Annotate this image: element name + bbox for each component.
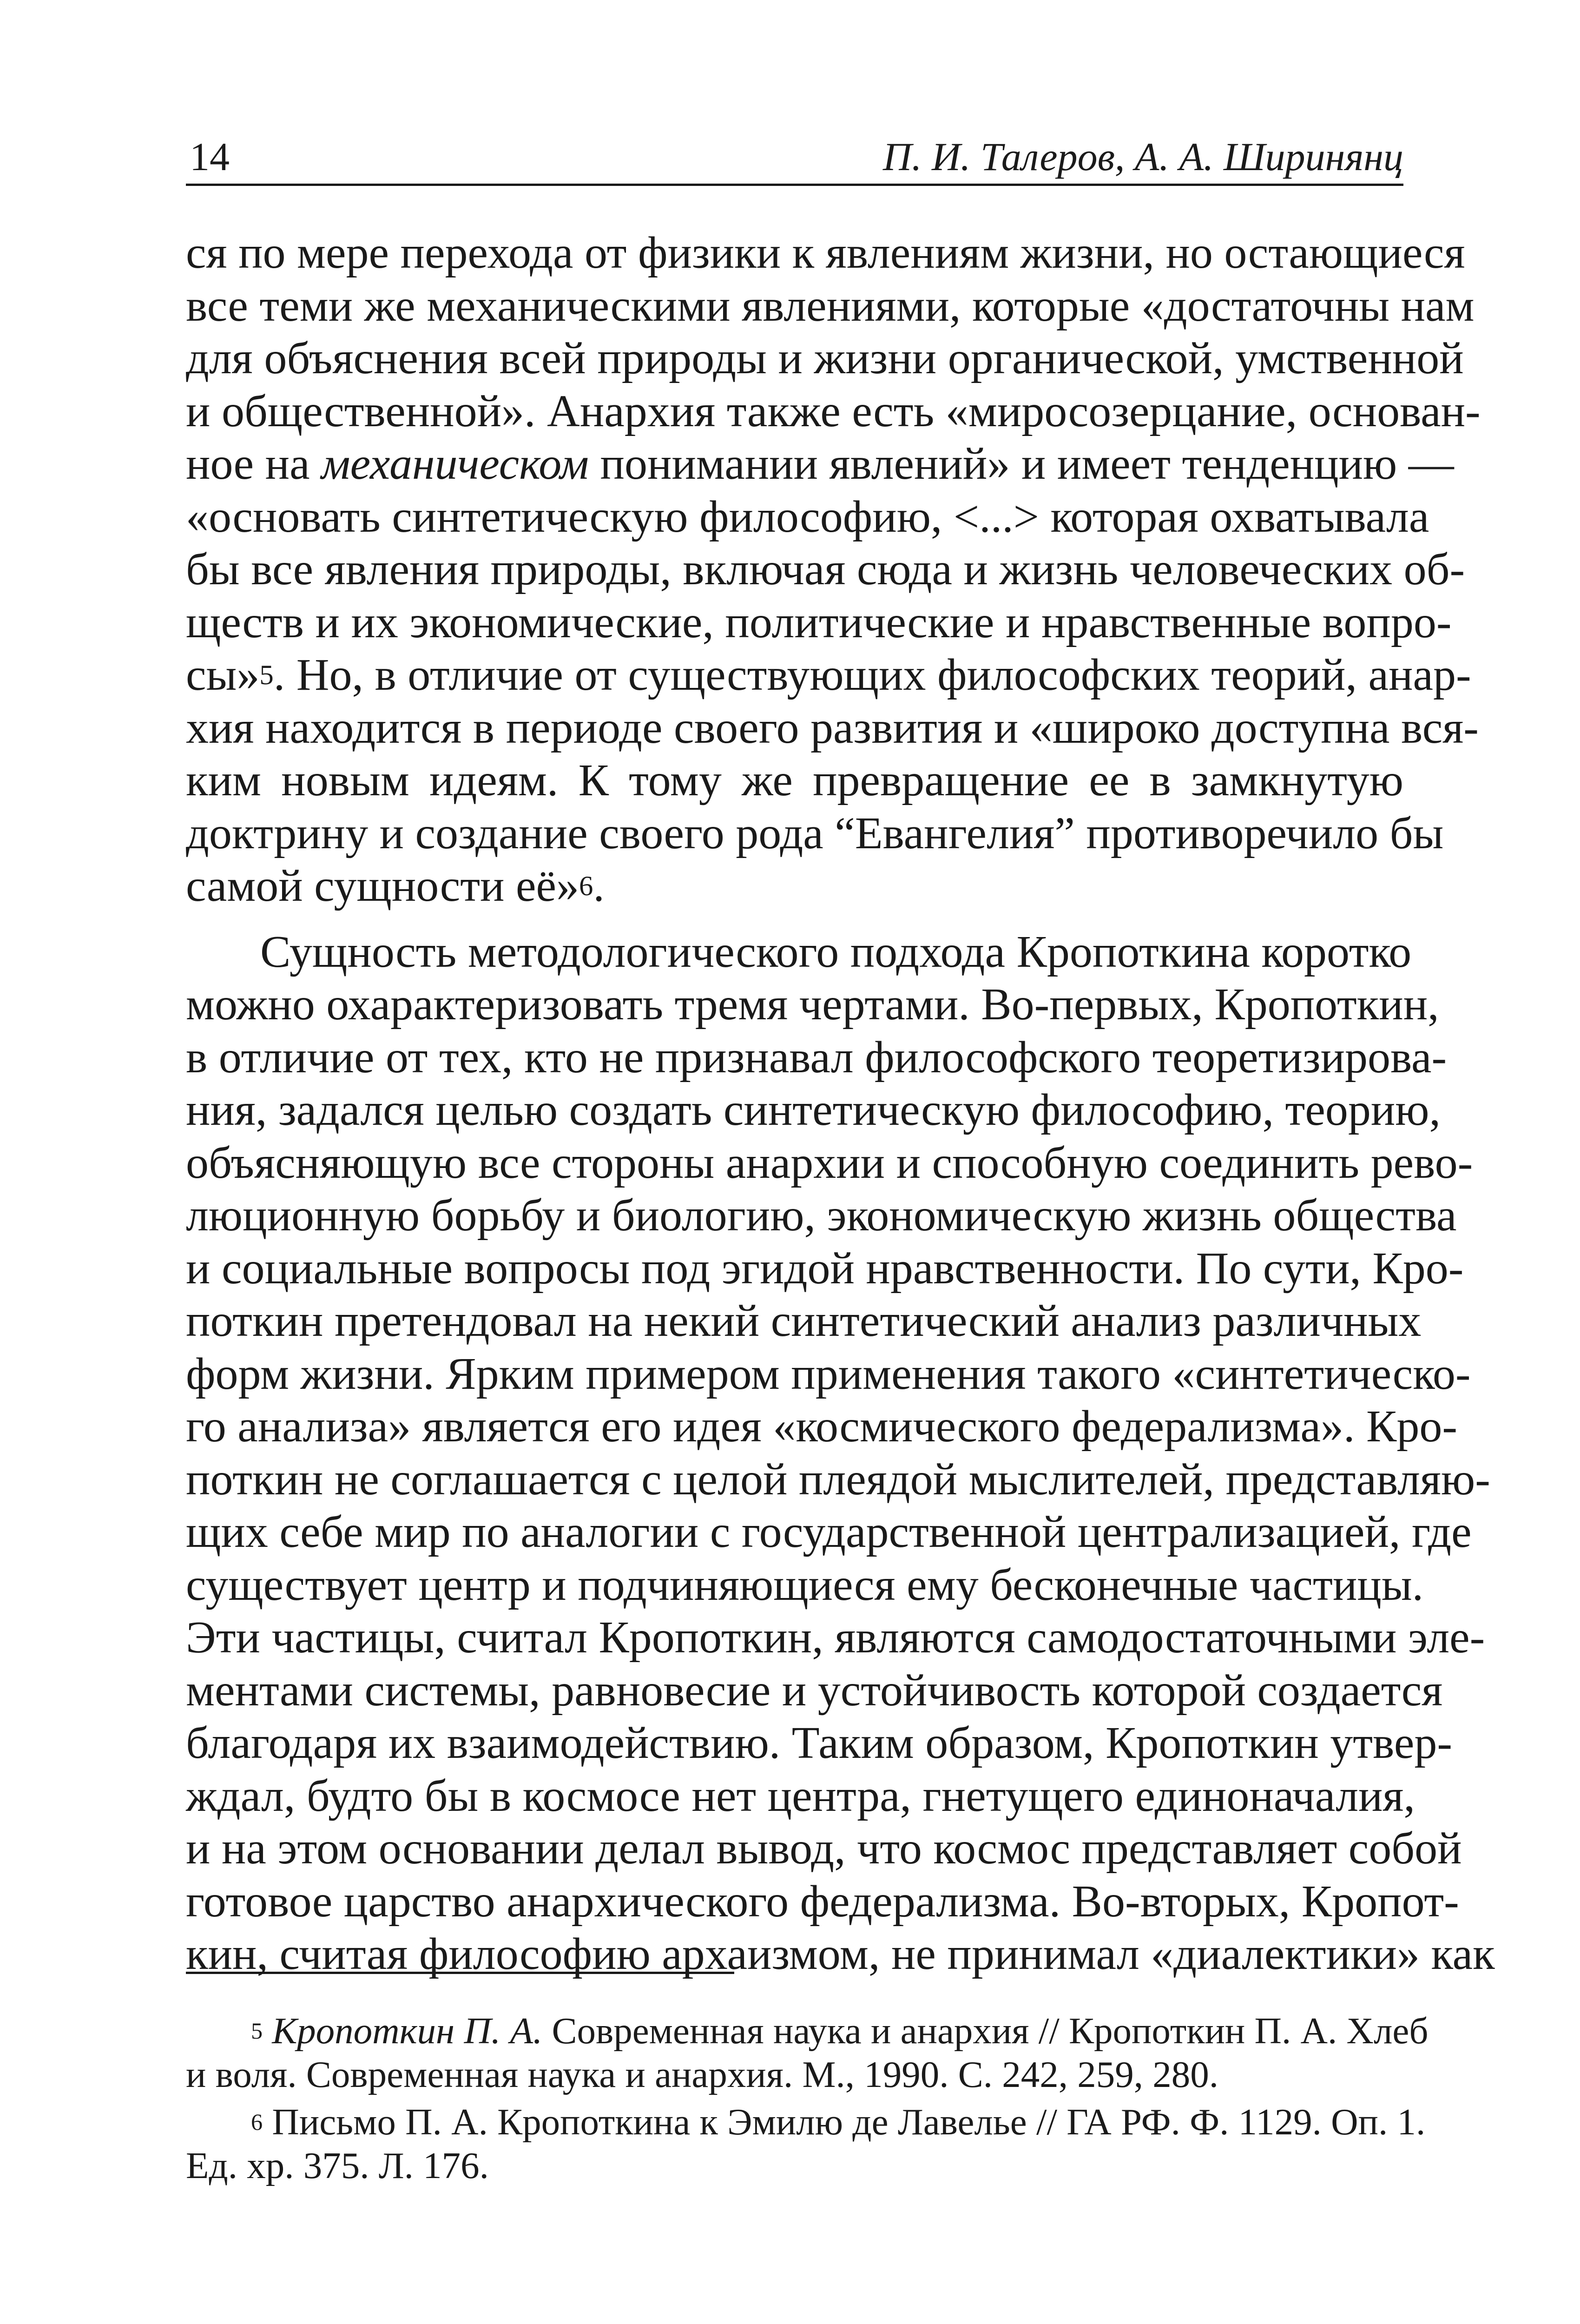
footnote-number: 5 [251,2017,263,2044]
footnote-separator [186,1972,734,1974]
text-line: сы»$^5$. Но, в отличие от существующих философских теорий, анар- [186,650,1471,700]
footnote-ref-5[interactable]: 5 [259,659,274,691]
footnote-number: 6 [251,2108,263,2135]
text-line: Эти частицы, считал Кропоткин, являются самодостаточными эле- [186,1612,1485,1663]
text-line: и общественной». Анархия также есть «миросозерцание, основан- [186,386,1481,436]
text-line: объясняющую все стороны анархии и способную соединить рево- [186,1137,1473,1188]
text-line: бы все явления природы, включая сюда и жизнь человеческих об- [186,544,1465,594]
text-line: для объяснения всей природы и жизни органической, умственной [186,333,1464,383]
footnote-5 [186,2009,1429,2096]
footnote-line: и воля. Современная наука и анархия. М., 1990. С. 242, 259, 280. [186,2053,1219,2095]
running-header [186,123,1403,186]
footnote-line: $^6$ Письмо П. А. Кропоткина к Эмилю де Лавелье // ГА РФ. Ф. 1129. Оп. 1. [251,2101,1426,2143]
text-line: доктрину и создание своего рода “Евангелия” противоречило бы [186,808,1444,858]
text-line: поткин не соглашается с целой плеядой мыслителей, представляю- [186,1454,1490,1505]
text-line: можно охарактеризовать тремя чертами. Во-первых, Кропоткин, [186,979,1439,1030]
text-line: люционную борьбу и биологию, экономическую жизнь общества [186,1190,1457,1241]
paragraph-2 [186,926,1495,1981]
text-line: «основать синтетическую философию, <...> которая охватывала [186,491,1429,542]
paragraph-1 [186,227,1481,913]
main-text [186,227,1495,1981]
footnote-ref-6[interactable]: 6 [579,870,593,902]
footnote-line: $^5$ Кропоткин П. А. Современная наука и анархия // Кропоткин П. А. Хлеб [251,2010,1429,2052]
text-line: готовое царство анархического федерализма. Во-вторых, Кропот- [186,1876,1459,1927]
text-line: ментами системы, равновесие и устойчивость которой создается [186,1665,1443,1716]
emphasis: механическом [321,439,589,489]
text-line: форм жизни. Ярким примером применения такого «синтетическо- [186,1348,1471,1399]
text-line: самой сущности её»$^6$. [186,861,605,911]
text-line: и социальные вопросы под эгидой нравственности. По сути, Кро- [186,1243,1464,1294]
text-line: ким новым идеям. К тому же превращение ее в замкнутую [186,755,1403,805]
text-line: все теми же механическими явлениями, которые «достаточны нам [186,280,1475,331]
text-line: хия находится в периоде своего развития и «широко доступна вся- [186,702,1479,753]
text-line: ся по мере перехода от физики к явлениям жизни, но остающиеся [186,228,1465,278]
running-title: П. И. Талеров, А. А. Ширинянц [882,134,1403,179]
footnotes [186,2009,1429,2187]
text-line: в отличие от тех, кто не признавал философского теоретизирова- [186,1032,1447,1083]
text-line: поткин претендовал на некий синтетический анализ различных [186,1296,1422,1346]
footnote-line: Ед. хр. 375. Л. 176. [186,2145,489,2186]
text-line: щих себе мир по аналогии с государственной централизацией, где [186,1507,1472,1557]
text-line: благодаря их взаимодействию. Таким образом, Кропоткин утвер- [186,1718,1452,1768]
page-number: 14 [190,134,230,179]
text-line: и на этом основании делал вывод, что космос представляет собой [186,1823,1462,1874]
footnote-author: Кропоткин П. А. [272,2010,543,2052]
text-line: ное на механическом понимании явлений» и имеет тенденцию — [186,439,1454,489]
text-line: Сущность методологического подхода Кропоткина коротко [260,926,1412,977]
text-line: ния, задался целью создать синтетическую философию, теорию, [186,1085,1441,1135]
footnote-6 [186,2100,1426,2187]
text-line: ждал, будто бы в космосе нет центра, гнетущего единоначалия, [186,1770,1415,1821]
text-line: кин, считая философию архаизмом, не принимал «диалектики» как [186,1929,1495,1979]
text-line: существует центр и подчиняющиеся ему бесконечные частицы. [186,1559,1424,1610]
text-line: го анализа» является его идея «космического федерализма». Кро- [186,1401,1457,1452]
text-line: ществ и их экономические, политические и нравственные вопро- [186,597,1452,647]
